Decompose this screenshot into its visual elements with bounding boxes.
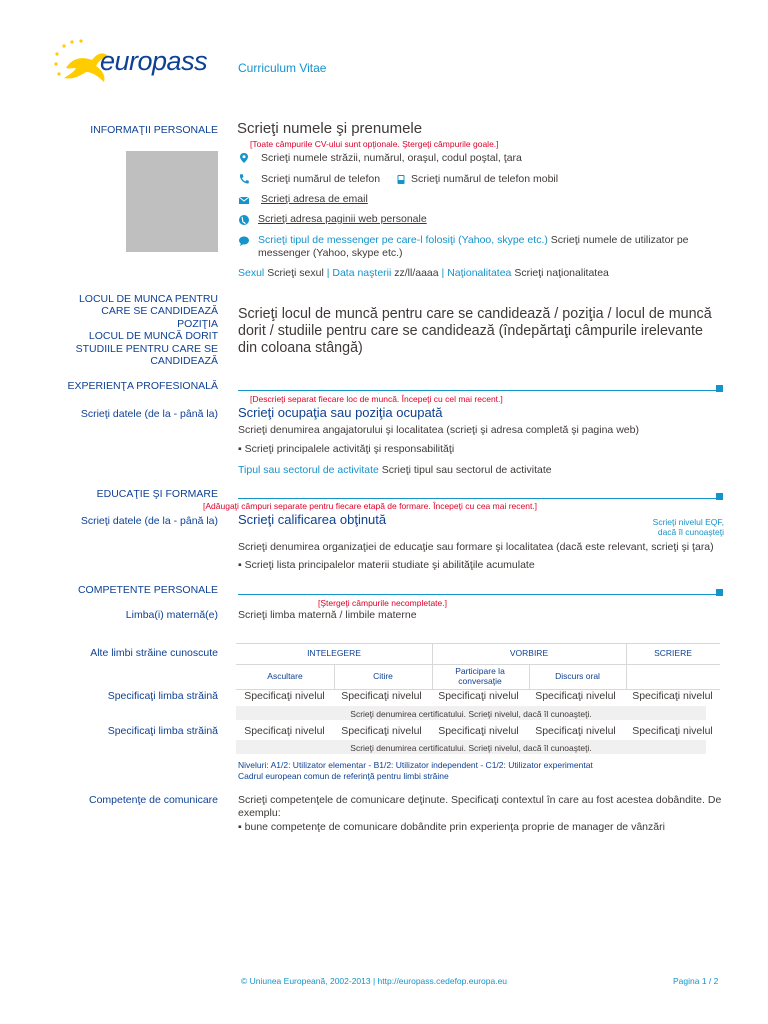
mobile-text: Scrieţi numărul de telefon mobil [411,173,559,185]
personal-info-label: INFORMAŢII PERSONALE [90,124,218,136]
cefr-link[interactable]: Cadrul european comun de referinţă pentru limbi străine [238,771,449,781]
section-marker [716,385,723,392]
footer-copyright[interactable]: © Uniunea Europeană, 2002-2013 | http://europass.cedefop.europa.eu [241,976,508,986]
section-marker [716,589,723,596]
level-cell: Specificaţi nivelul [438,725,519,737]
production-subheader: Discurs oral [555,671,600,681]
separator: | [326,267,330,279]
education-bullet: ▪ Scrieţi lista principalelor materii studiate şi abilităţile acumulate [238,559,535,571]
level-cell: Specificaţi nivelul [341,725,422,737]
reading-subheader: Citire [373,671,393,681]
experience-position: Scrieţi ocupaţia sau poziţia ocupată [238,405,443,420]
education-label: EDUCAŢIE ŞI FORMARE [96,488,218,500]
optional-fields-note: [Toate câmpurile CV-ului sunt opţionale. Ştergeţi câmpurile goale.] [250,139,499,149]
listening-subheader: Ascultare [267,671,303,681]
phone-icon [238,173,250,185]
personal-details-line [238,267,609,280]
certificate-text: Scrieţi denumirea certificatului. Scrieţi nivelul, dacă îl cunoaşteţi. [350,743,592,753]
level-cell: Specificaţi nivelul [535,725,616,737]
messenger-text [258,234,718,260]
messenger-bubble-icon [238,235,250,247]
document-title: Curriculum Vitae [238,61,327,75]
email-link[interactable]: Scrieţi adresa de email [261,193,368,205]
education-note: [Adăugaţi câmpuri separate pentru fiecare etapă de formare. Începeţi cu cea mai recent.] [203,501,538,511]
level-cell: Specificaţi nivelul [244,725,325,737]
birth-date-label: Data naşterii [332,267,392,279]
language-grid-header [236,643,720,689]
qualification-title: Scrieţi calificarea obţinută [238,512,387,527]
levels-legend: Niveluri: A1/2: Utilizator elementar - B1/2: Utilizator independent - C1/2: Utilizator experimentat [238,760,593,770]
messenger-type: Scrieţi tipul de messenger pe care-l folosiţi (Yahoo, skype etc.) [258,234,548,246]
section-divider [238,498,718,499]
section-marker [716,493,723,500]
section-divider [238,594,718,595]
communication-bullet: ▪ bune competenţe de comunicare dobândite prin experienţa proprie de manager de vânzări [238,821,665,833]
web-globe-icon [238,214,250,226]
foreign-languages-label: Alte limbi străine cunoscute [90,647,218,659]
work-experience-label: EXPERIENŢA PROFESIONALĂ [67,380,218,392]
level-cell: Specificaţi nivelul [244,690,325,702]
education-organisation: Scrieţi denumirea organizaţiei de educaţie sau formare şi localitatea (dacă este relevant, scrieţi şi ţara) [238,541,714,553]
level-cell: Specificaţi nivelul [438,690,519,702]
nationality-label: Naţionalitatea [447,267,512,279]
foreign-language-name: Specificaţi limba străină [107,725,218,737]
candidate-name: Scrieţi numele şi prenumele [237,120,423,137]
sector-label: Tipul sau sectorul de activitate [238,464,379,476]
messenger-username: Scrieţi numele de utilizator pe messenger (Yahoo, skype etc.) [258,234,689,259]
experience-note: [Descrieţi separat fiecare loc de muncă. Începeţi cu cel mai recent.] [250,394,503,404]
location-pin-icon [238,152,250,164]
nationality-value: Scrieţi naţionalitatea [514,267,609,279]
phone-text: Scrieţi numărul de telefon [261,173,381,185]
certificate-text: Scrieţi denumirea certificatului. Scrieţi nivelul, dacă îl cunoaşteţi. [350,709,592,719]
address-text: Scrieţi numele străzii, numărul, oraşul, codul poştal, ţara [261,152,522,164]
interaction-subheader: Participare la conversaţie [455,666,505,686]
birth-date-value: zz/ll/aaaa [394,267,439,279]
level-cell: Specificaţi nivelul [535,690,616,702]
level-cell: Specificaţi nivelul [341,690,422,702]
understanding-header: INTELEGERE [307,648,361,658]
language-levels-row [236,690,720,704]
sector-value: Scrieţi tipul sau sectorul de activitate [381,464,552,476]
website-link[interactable]: Scrieţi adresa paginii web personale [258,213,427,225]
foreign-language-name: Specificaţi limba străină [107,690,218,702]
communication-skills-label: Competenţe de comunicare [89,794,218,806]
sector-line [238,464,552,477]
eqf-level: Scrieţi nivelul EQF, dacă îl cunoaşteţi [652,517,724,537]
photo-placeholder [126,151,218,252]
sex-label: Sexul [238,267,265,279]
language-levels-row [236,725,720,739]
experience-dates: Scrieţi datele (de la - până la) [80,408,218,420]
speaking-header: VORBIRE [509,648,549,658]
mother-tongue-value: Scrieţi limba maternă / limbile materne [238,609,417,621]
communication-skills-text: Scrieţi competenţele de comunicare deţinute. Specificaţi contextul în care au fost acestea dobândite. De exemplu: [238,794,722,819]
email-icon [238,194,250,206]
education-dates: Scrieţi datele (de la - până la) [80,515,218,527]
job-applied-text: Scrieţi locul de muncă pentru care se candidează / poziţia / locul de muncă dorit / studiile pentru care se candidează (îndepărtaţi câmpurile irelevante din coloana stângă) [238,306,712,356]
job-applied-label: LOCUL DE MUNCA PENTRU CARE SE CANDIDEAZĂ POZIŢIA LOCUL DE MUNCĂ DORIT STUDIILE PENTRU CARE SE CANDIDEAZĂ [75,293,218,368]
writing-header: SCRIERE [654,648,692,658]
employer-text: Scrieţi denumirea angajatorului şi localitatea (scrieţi şi adresa completă şi pagina web) [238,424,639,436]
mother-tongue-label: Limba(i) maternă(e) [125,609,218,621]
europass-logo [52,38,222,88]
sex-value: Scrieţi sexul [267,267,324,279]
skills-note: [Ştergeţi câmpurile necompletate.] [318,598,447,608]
page-number: Pagina 1 / 2 [673,976,719,986]
personal-skills-label: COMPETENTE PERSONALE [77,584,218,596]
level-cell: Specificaţi nivelul [632,690,713,702]
mobile-phone-icon [395,173,407,185]
level-cell: Specificaţi nivelul [632,725,713,737]
experience-bullet: ▪ Scrieţi principalele activităţi şi responsabilităţi [238,443,455,455]
separator: | [441,267,445,279]
logo-text: europass [100,46,208,76]
section-divider [238,390,718,391]
